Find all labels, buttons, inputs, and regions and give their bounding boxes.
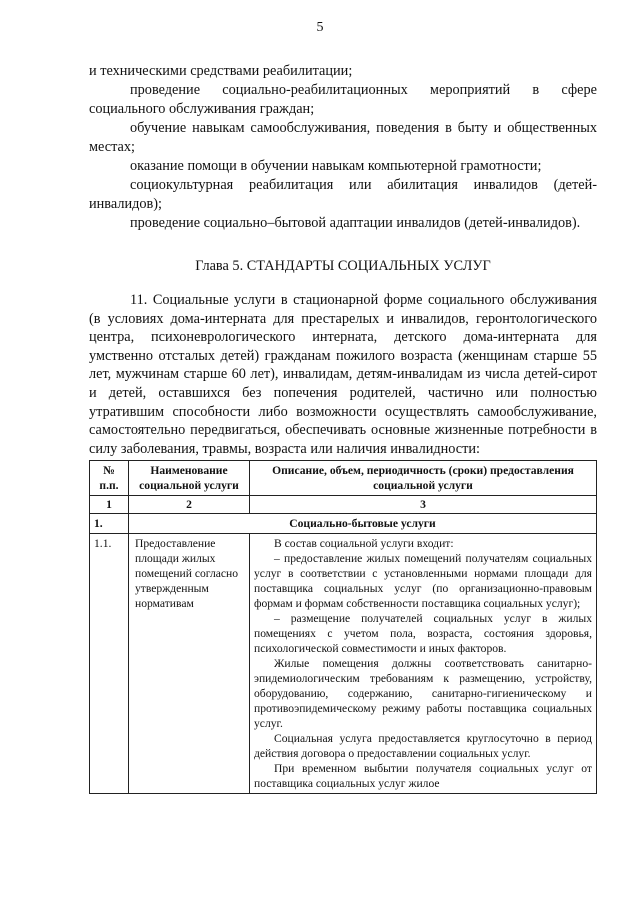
intro-list — [89, 62, 597, 233]
intro-line: социокультурная реабилитация или абилитация инвалидов (детей-инвалидов); — [89, 177, 597, 212]
header-description: Описание, объем, периодичность (сроки) предоставления социальной услуги — [250, 461, 597, 496]
table-row — [90, 534, 597, 794]
header-name: Наименование социальной услуги — [129, 461, 250, 496]
intro-line: и техническими средствами реабилитации; — [89, 63, 353, 79]
item-name: Предоставление площади жилых помещений согласно утвержденным нормативам — [129, 534, 250, 794]
section-title: Социально-бытовые услуги — [129, 514, 597, 534]
description-paragraph: – предоставление жилых помещений получателям социальных услуг в соответствии с установленными нормами площади для поставщика социальных услуг (по организационно-правовым формам и формам собственности поставщика социальных услуг); — [254, 552, 592, 610]
services-table — [89, 460, 597, 794]
column-number: 2 — [129, 496, 250, 514]
description-paragraph: Социальная услуга предоставляется круглосуточно в период действия договора о предоставлении социальных услуг. — [254, 732, 592, 760]
table-header-row — [90, 461, 597, 496]
section-row — [90, 514, 597, 534]
column-number: 3 — [250, 496, 597, 514]
intro-line: проведение социально-реабилитационных мероприятий в сфере социального обслуживания граждан; — [89, 82, 597, 117]
intro-line: проведение социально–бытовой адаптации инвалидов (детей-инвалидов). — [130, 215, 581, 231]
section-num: 1. — [90, 514, 129, 534]
column-number: 1 — [90, 496, 129, 514]
page-number: 5 — [316, 20, 324, 35]
chapter-title: Глава 5. СТАНДАРТЫ СОЦИАЛЬНЫХ УСЛУГ — [195, 258, 491, 274]
description-paragraph: – размещение получателей социальных услуг в жилых помещениях с учетом пола, возраста, состояния здоровья, психологической совместимости и иных факторов. — [254, 612, 592, 655]
header-num: № п.п. — [90, 461, 129, 496]
item-description — [250, 534, 597, 794]
description-paragraph: В состав социальной услуги входит: — [274, 537, 454, 550]
intro-line: оказание помощи в обучении навыкам компьютерной грамотности; — [130, 158, 542, 174]
item-num: 1.1. — [90, 534, 129, 794]
column-number-row — [90, 496, 597, 514]
paragraph-11: 11. Социальные услуги в стационарной форме социального обслуживания (в условиях дома-интерната для престарелых и инвалидов, геронтологического центра, психоневрологического интерната, детского дома-интерната для умственно отсталых детей) гражданам пожилого возраста (женщинам старше 55 лет, мужчинам старше 60 лет), инвалидам, детям-инвалидам из числа детей-сирот и детей, оставшихся без попечения родителей, частично или полностью утратившим способности либо возможности осуществлять самообслуживание, самостоятельно передвигаться, обеспечивать основные жизненные потребности в силу заболевания, травмы, возраста или наличия инвалидности: — [89, 292, 597, 457]
description-paragraph: При временном выбытии получателя социальных услуг от поставщика социальных услуг жилое — [254, 762, 592, 790]
intro-line: обучение навыкам самообслуживания, поведения в быту и общественных местах; — [89, 120, 597, 155]
description-paragraph: Жилые помещения должны соответствовать санитарно-эпидемиологическим требованиям к размещению, устройству, оборудованию, содержанию, санитарно-гигиеническому и противоэпидемическому режиму работы поставщика социальных услуг. — [254, 657, 592, 730]
